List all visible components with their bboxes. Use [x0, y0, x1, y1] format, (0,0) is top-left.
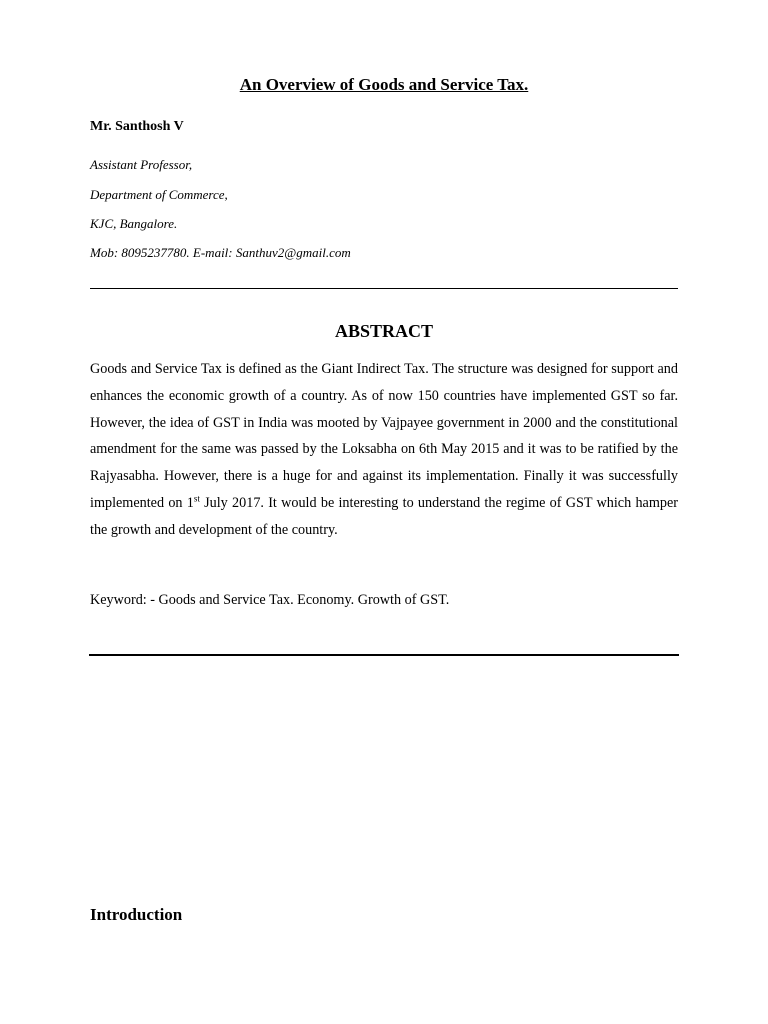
abstract-text-part-2: July 2017. It would be interesting to understand the regime of GST which hamper the growth and development of the country. — [90, 494, 678, 538]
author-institution: KJC, Bangalore. — [90, 216, 178, 231]
keywords-line: Keyword: - Goods and Service Tax. Economy. Growth of GST. — [90, 592, 450, 608]
author-contact: Mob: 8095237780. E-mail: Santhuv2@gmail.com — [90, 245, 351, 260]
paper-title: An Overview of Goods and Service Tax. — [239, 75, 529, 94]
abstract-heading: ABSTRACT — [334, 321, 434, 341]
author-name: Mr. Santhosh V — [90, 119, 184, 134]
header-divider — [90, 288, 678, 289]
author-department: Department of Commerce, — [90, 187, 228, 202]
abstract-paragraph — [90, 356, 678, 544]
introduction-heading: Introduction — [90, 905, 183, 924]
author-position: Assistant Professor, — [90, 157, 193, 172]
abstract-divider — [89, 654, 679, 656]
abstract-text-part-1: Goods and Service Tax is defined as the Giant Indirect Tax. The structure was designed for support and enhances the economic growth of a country. As of now 150 countries have implemented GST so far. However, the idea of GST in India was mooted by Vajpayee government in 2000 and the constitutional amendment for the same was passed by the Loksabha on 6th May 2015 and it was to be ratified by the Rajyasabha. However, there is a huge for and against its implementation. Finally it was successfully implemented on 1 — [90, 361, 678, 511]
ordinal-superscript: st — [193, 493, 200, 504]
